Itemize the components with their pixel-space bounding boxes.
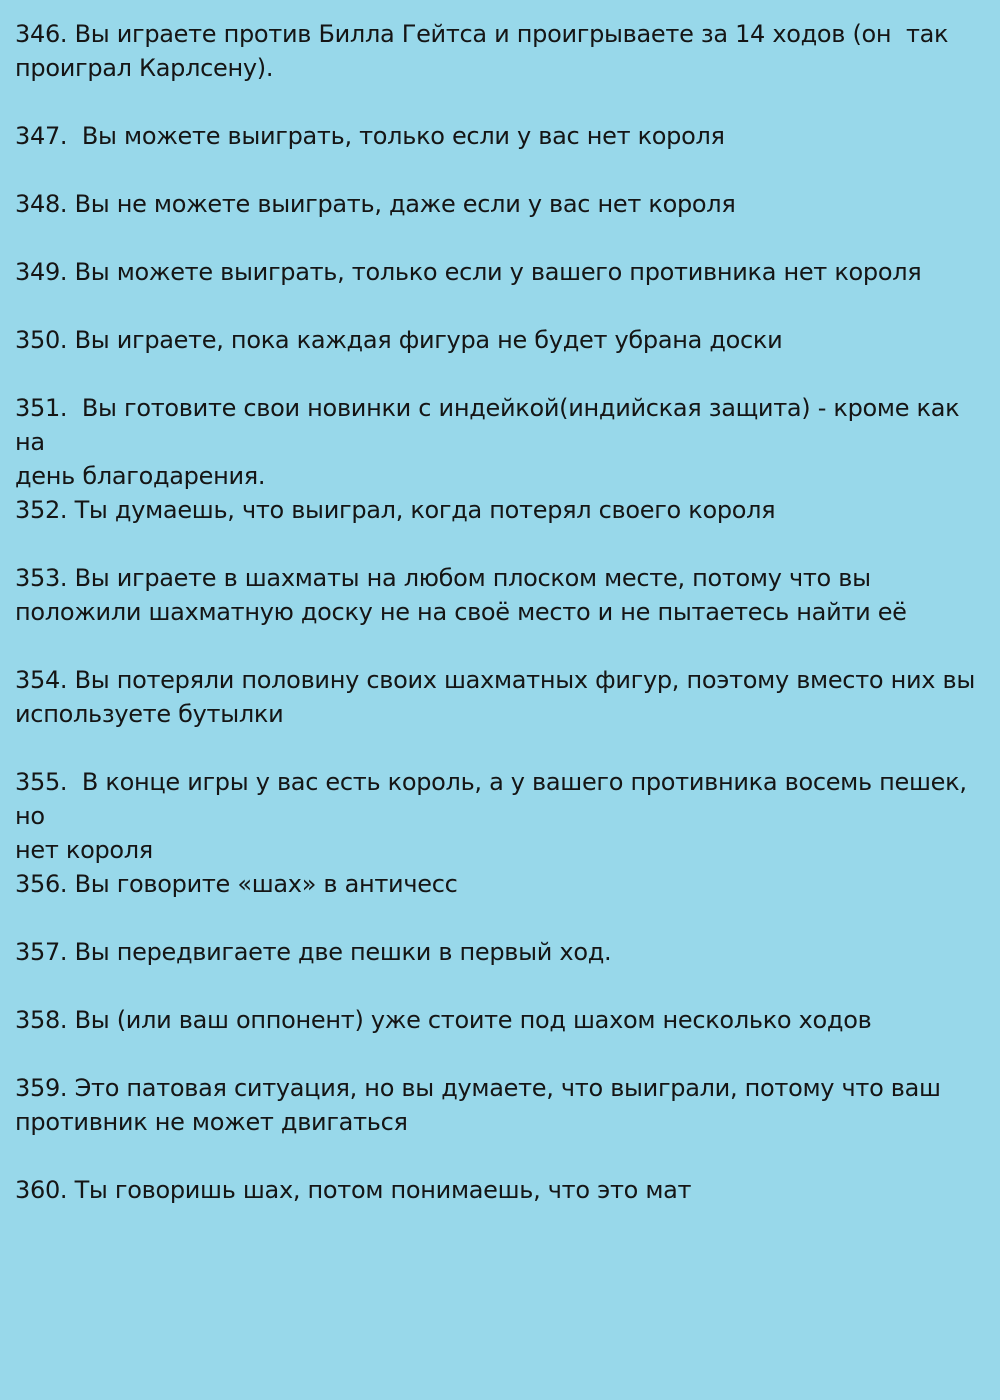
item-line: 353. Вы играете в шахматы на любом плоском месте, потому что вы	[15, 564, 871, 592]
item-line-continued: проиграл Карлсену).	[15, 54, 274, 82]
item-line: 351. Вы готовите свои новинки с индейкой(индийская защита) - кроме как на	[15, 394, 967, 456]
list-item	[15, 323, 975, 357]
list-item	[15, 935, 975, 969]
item-line: 346. Вы играете против Билла Гейтса и проигрываете за 14 ходов (он так	[15, 20, 949, 48]
list-item	[15, 765, 975, 867]
item-line: 352. Ты думаешь, что выиграл, когда потерял своего короля	[15, 496, 776, 524]
item-line-continued: противник не может двигаться	[15, 1108, 408, 1136]
item-line: 360. Ты говоришь шах, потом понимаешь, что это мат	[15, 1176, 692, 1204]
item-line: 357. Вы передвигаете две пешки в первый ход.	[15, 938, 612, 966]
list-item	[15, 1173, 975, 1207]
list-item	[15, 867, 975, 901]
item-line: 358. Вы (или ваш оппонент) уже стоите под шахом несколько ходов	[15, 1006, 872, 1034]
item-line: 348. Вы не можете выиграть, даже если у вас нет короля	[15, 190, 736, 218]
list-item	[15, 663, 975, 731]
item-line-continued: нет короля	[15, 836, 153, 864]
list-item	[15, 493, 975, 527]
list-item	[15, 391, 975, 493]
item-line: 347. Вы можете выиграть, только если у вас нет короля	[15, 122, 725, 150]
item-line: 356. Вы говорите «шах» в античесс	[15, 870, 458, 898]
item-line: 350. Вы играете, пока каждая фигура не будет убрана доски	[15, 326, 783, 354]
list-item	[15, 561, 975, 629]
item-line-continued: день благодарения.	[15, 462, 266, 490]
item-line: 354. Вы потеряли половину своих шахматных фигур, поэтому вместо них вы	[15, 666, 976, 694]
list-item	[15, 17, 975, 85]
item-line: 349. Вы можете выиграть, только если у вашего противника нет короля	[15, 258, 922, 286]
item-line-continued: положили шахматную доску не на своё место и не пытаетесь найти её	[15, 598, 907, 626]
list-item	[15, 1003, 975, 1037]
item-line-continued: используете бутылки	[15, 700, 284, 728]
list-item	[15, 187, 975, 221]
list-item	[15, 255, 975, 289]
item-line: 355. В конце игры у вас есть король, а у вашего противника восемь пешек, но	[15, 768, 975, 830]
item-line: 359. Это патовая ситуация, но вы думаете, что выиграли, потому что ваш	[15, 1074, 941, 1102]
list-item	[15, 1071, 975, 1139]
list-item	[15, 119, 975, 153]
